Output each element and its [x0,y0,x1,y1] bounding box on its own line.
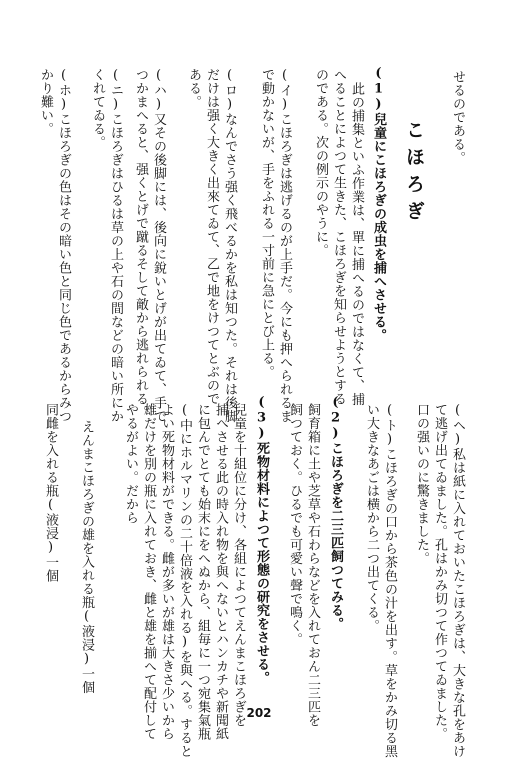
text-line: (ト)こほろぎの口から茶色の汁を出す。草をかみ切る黑 [382,403,397,758]
text-line: えんまこほろぎの雄を入れる瓶(液浸)一個 [79,420,94,694]
text-line: よい死物材料ができる。雌が多いが雄は大きさ少いから [159,403,174,741]
text-line: て逃げ出てゐました。孔はかみ切つて作つてゐました。 [432,403,447,741]
text-line: い大きなあごは横から二つ出てくる。 [364,403,379,633]
text-line: (ニ)こほろぎはひるは草の上や石の間などの暗い所にか [108,68,123,423]
text-line: つかまへると、强くとげで蹴るそして敵から逃れられる。 [133,68,148,419]
text-line: に包んでとても始末にをへぬから、組毎に一つ宛集氣瓶 [195,403,210,741]
section-heading: (2)こほろぎを二三匹飼つてみる。 [328,395,343,631]
text-line: 同雌を入れる瓶(液浸)一個 [43,403,58,583]
text-line: 飼つておく。ひるでも可愛い聲で鳴く。 [287,403,302,646]
text-line: せるのである。 [450,70,465,165]
page-number: 202 [246,706,272,720]
text-line: (ロ)なんでさう强く飛べるかを私は知つた。それは後脚 [222,68,237,423]
text-line: 此の捕集といふ作業は、單に捕へるのではなくて、捕 [349,82,364,406]
text-line: 捕へさせる此の時入れ物を與へないとハンカチや新聞紙 [213,403,228,741]
text-line: (ヘ)私は紙に入れておいたこほろぎは、大きな孔をあけ [450,403,465,758]
text-line: へることによつて生きた、こほろぎを知らせようとする [331,68,346,406]
section-title: こほろぎ [403,120,425,228]
text-line: ある。 [186,68,201,109]
text-line: やるがよい。だから [123,403,138,525]
text-line: (中にホルマリンの二十倍液を入れる)を與へる。すると [177,403,192,758]
text-line: 兒童を十組位に分け、各組によつてえんまこほろぎを [231,403,246,727]
text-line: で動かないが、手をふれる一寸前に急にとび上る。 [259,68,274,379]
text-line: 雄だけを別の瓶に入れておき、雌と雄を揃へて配付して [141,403,156,741]
text-line: (ホ)こほろぎの色はその暗い色と同じ色であるからみつ [56,68,71,423]
section-heading: (1)兒童にこほろぎの成虫を捕へさせる。 [371,66,386,342]
text-line: (ハ)又その後脚には、後向に銳いとげが出てゐて、手で [151,68,166,423]
text-line: だけは强く大きく出來てゐて、乙で地をけつてとぶので [204,68,219,406]
text-line: かり難い。 [38,68,53,136]
text-line: 口の强いのに驚きました。 [414,403,429,565]
section-heading: (3)死物材料によつて形態の研究をさせる。 [254,395,269,685]
text-line: (イ)こほろぎは逃げるのが上手だ。今にも押へられるま [277,68,292,423]
text-line: のである。次の例示のやうに。 [313,68,328,257]
text-line: くれてゐる。 [90,68,105,149]
text-line: 飼育箱に土や芝草や石わらなどを入れておん二三匹を [305,403,320,727]
